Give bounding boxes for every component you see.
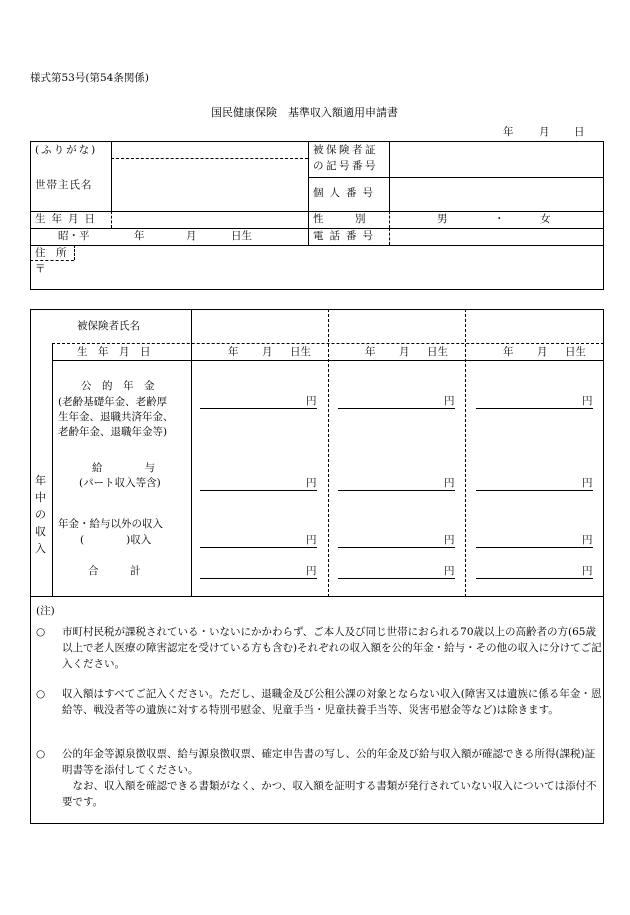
birth-day-3: 日生 bbox=[565, 346, 586, 358]
birth-year-3: 年 bbox=[503, 346, 514, 358]
total-label: 合 計 bbox=[88, 565, 141, 577]
income-birthdate-label: 生 年 月 日 bbox=[77, 346, 151, 358]
salary-amount-3[interactable] bbox=[476, 490, 593, 491]
salary-amount-2[interactable] bbox=[338, 490, 455, 491]
address-label: 住 所 bbox=[35, 247, 67, 259]
yen-salary-1: 円 bbox=[306, 477, 317, 489]
yen-pension-1: 円 bbox=[306, 395, 317, 407]
birth-day-1: 日生 bbox=[290, 346, 311, 358]
note-2 bbox=[36, 686, 602, 718]
other-amount-3[interactable] bbox=[476, 547, 593, 548]
pension-detail-3: 老齢年金、退職年金等) bbox=[58, 426, 168, 438]
birth-day-unit: 日生 bbox=[231, 230, 252, 242]
pension-detail-2: 生年金、退職共済年金、 bbox=[58, 411, 174, 423]
pension-amount-3[interactable] bbox=[476, 408, 593, 409]
note-3-text: 公的年金等源泉徴収票、給与源泉徴収票、確定申告書の写し、公的年金及び給与収入額が確認できる所得(課税)証明書等を添付してください。 bbox=[62, 748, 596, 776]
birth-year-unit: 年 bbox=[134, 230, 145, 242]
salary-title: 給 与 bbox=[92, 462, 155, 474]
pension-amount-1[interactable] bbox=[200, 408, 317, 409]
phone-field[interactable] bbox=[391, 230, 601, 244]
birth-month-1: 月 bbox=[262, 346, 273, 358]
other-income-detail: ( )収入 bbox=[80, 534, 152, 546]
gender-label: 性 別 bbox=[313, 213, 366, 225]
yen-total-3: 円 bbox=[582, 565, 593, 577]
personal-number-label: 個人番号 bbox=[313, 187, 379, 199]
head-name-field[interactable] bbox=[112, 162, 306, 208]
insured-card-label-1: 被保険者証 bbox=[313, 144, 378, 156]
annual-income-side-label: 年中の収入 bbox=[35, 474, 46, 555]
personal-number-field[interactable] bbox=[391, 180, 601, 209]
yen-pension-2: 円 bbox=[444, 395, 455, 407]
note-bullet-3: ○ bbox=[36, 748, 46, 760]
yen-other-1: 円 bbox=[306, 534, 317, 546]
date-day: 日 bbox=[574, 126, 585, 138]
insured-name-field-2[interactable] bbox=[330, 312, 463, 341]
insured-name-field-1[interactable] bbox=[193, 312, 326, 341]
yen-salary-2: 円 bbox=[444, 477, 455, 489]
note-3 bbox=[36, 746, 602, 810]
yen-other-2: 円 bbox=[444, 534, 455, 546]
note-bullet-1: ○ bbox=[36, 626, 46, 638]
note-3b-text: なお、収入額を確認できる書類がなく、かつ、収入額を証明する書類が発行されていない収入については添付不要です。 bbox=[62, 780, 597, 808]
birth-day-2: 日生 bbox=[427, 346, 448, 358]
gender-female-option[interactable]: 女 bbox=[540, 213, 551, 225]
date-year: 年 bbox=[503, 126, 514, 138]
birth-year-2: 年 bbox=[365, 346, 376, 358]
pension-title: 公 的 年 金 bbox=[81, 380, 155, 392]
pension-detail-1: (老齢基礎年金、老齢厚 bbox=[58, 396, 168, 408]
note-bullet-2: ○ bbox=[36, 688, 46, 700]
salary-amount-1[interactable] bbox=[200, 490, 317, 491]
note-1-text: 市町村民税が課税されている・いないにかかわらず、ご本人及び同じ世帯におられる70歳以上の高齢者の方(65歳以上で老人医療の障害認定を受けている方も含む)それぞれの収入額を公的年金・給与・その他の収入に分けてご記入ください。 bbox=[62, 626, 602, 670]
form-number: 様式第53号(第54条関係) bbox=[30, 72, 149, 84]
insured-name-label: 被保険者氏名 bbox=[77, 320, 140, 332]
yen-salary-3: 円 bbox=[582, 477, 593, 489]
address-field[interactable] bbox=[50, 262, 600, 286]
gender-male-option[interactable]: 男 bbox=[437, 213, 448, 225]
postal-mark: 〒 bbox=[35, 263, 46, 275]
date-month: 月 bbox=[539, 126, 550, 138]
gender-separator: ・ bbox=[494, 213, 505, 225]
yen-other-3: 円 bbox=[582, 534, 593, 546]
head-name-label: 世帯主氏名 bbox=[35, 179, 93, 191]
yen-total-2: 円 bbox=[444, 565, 455, 577]
total-amount-3[interactable] bbox=[476, 578, 593, 579]
note-1 bbox=[36, 624, 602, 672]
birth-month-unit: 月 bbox=[186, 230, 197, 242]
insured-name-field-3[interactable] bbox=[467, 312, 601, 341]
birth-month-3: 月 bbox=[537, 346, 548, 358]
page-title: 国民健康保険 基準収入額適用申請書 bbox=[211, 106, 398, 119]
note-2-text: 収入額はすべてご記入ください。ただし、退職金及び公租公課の対象とならない収入(障害又は遺族に係る年金・恩給等、戦没者等の遺族に対する特別弔慰金、児童手当・児童扶養手当等、災害弔慰金等など)は除きます。 bbox=[62, 688, 602, 716]
birthdate-label: 生年月日 bbox=[35, 213, 101, 225]
birth-year-1: 年 bbox=[228, 346, 239, 358]
other-amount-2[interactable] bbox=[338, 547, 455, 548]
phone-label: 電話番号 bbox=[313, 230, 379, 242]
notes-heading: (注) bbox=[36, 605, 55, 617]
pension-amount-2[interactable] bbox=[338, 408, 455, 409]
total-amount-1[interactable] bbox=[200, 578, 317, 579]
birth-era: 昭・平 bbox=[58, 230, 90, 242]
furigana-label: (ふりがな) bbox=[35, 144, 98, 156]
other-income-title: 年金・給与以外の収入 bbox=[58, 518, 163, 530]
insured-card-label-2: の記号番号 bbox=[313, 160, 378, 172]
other-amount-1[interactable] bbox=[200, 547, 317, 548]
insured-card-field[interactable] bbox=[391, 143, 601, 175]
yen-total-1: 円 bbox=[306, 565, 317, 577]
yen-pension-3: 円 bbox=[582, 395, 593, 407]
salary-detail: (パート収入等含) bbox=[79, 477, 161, 489]
total-amount-2[interactable] bbox=[338, 578, 455, 579]
birth-month-2: 月 bbox=[399, 346, 410, 358]
